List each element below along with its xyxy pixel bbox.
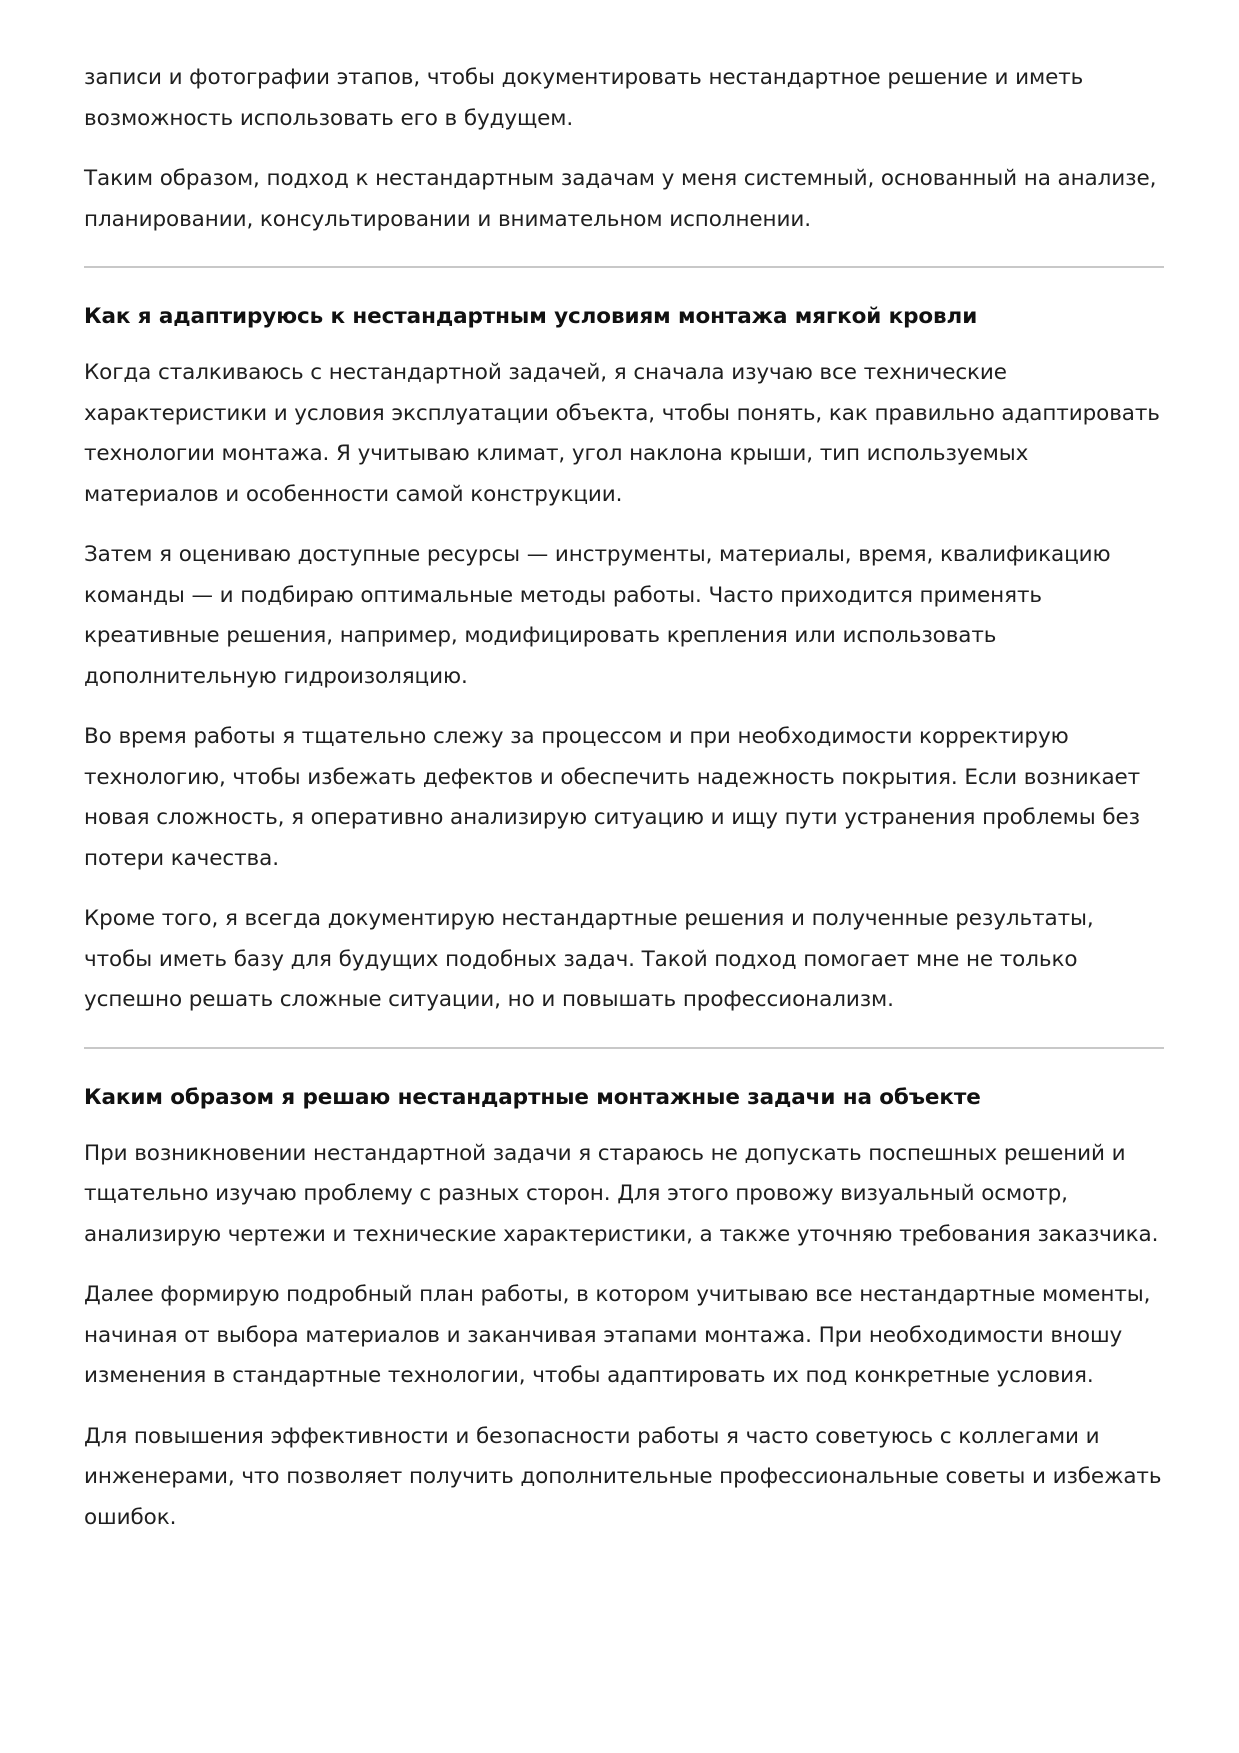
section-adaptation (84, 302, 1164, 1021)
section-divider (84, 266, 1164, 268)
document-page (84, 58, 1164, 1538)
intro-block (84, 58, 1164, 240)
section-heading: Как я адаптируюсь к нестандартным условиям монтажа мягкой кровли (84, 304, 978, 329)
paragraph: Далее формирую подробный план работы, в котором учитываю все нестандартные моменты, начиная от выбора материалов и заканчивая этапами монтажа. При необходимости вношу изменения в стандартные технологии, чтобы адаптировать их под конкретные условия. (84, 1282, 1151, 1388)
paragraph: Во время работы я тщательно слежу за процессом и при необходимости корректирую технологию, чтобы избежать дефектов и обеспечить надежность покрытия. Если возникает новая сложность, я оперативно анализирую ситуацию и ищу пути устранения проблемы без потери качества. (84, 724, 1141, 871)
paragraph: При возникновении нестандартной задачи я стараюсь не допускать поспешных решений и тщательно изучаю проблему с разных сторон. Для этого провожу визуальный осмотр, анализирую чертежи и технические характеристики, а также уточняю требования заказчика. (84, 1140, 1159, 1247)
paragraph: Таким образом, подход к нестандартным задачам у меня системный, основанный на анализе, планировании, консультировании и внимательном исполнении. (84, 166, 1157, 232)
section-divider (84, 1047, 1164, 1049)
paragraph: Затем я оцениваю доступные ресурсы — инструменты, материалы, время, квалификацию команды — и подбираю оптимальные методы работы. Часто приходится применять креативные решения, например, модифицировать крепления или использовать дополнительную гидроизоляцию. (84, 542, 1111, 689)
section-heading: Каким образом я решаю нестандартные монтажные задачи на объекте (84, 1084, 981, 1110)
paragraph: Для повышения эффективности и безопасности работы я часто советуюсь с коллегами и инженерами, что позволяет получить дополнительные профессиональные советы и избежать ошибок. (84, 1423, 1162, 1530)
paragraph: Кроме того, я всегда документирую нестандартные решения и полученные результаты, чтобы иметь базу для будущих подобных задач. Такой подход помогает мне не только успешно решать сложные ситуации, но и повышать профессионализм. (84, 906, 1094, 1012)
paragraph: Когда сталкиваюсь с нестандартной задачей, я сначала изучаю все технические характеристики и условия эксплуатации объекта, чтобы понять, как правильно адаптировать технологии монтажа. Я учитываю климат, угол наклона крыши, тип используемых материалов и особенности самой конструкции. (84, 360, 1160, 507)
paragraph: записи и фотографии этапов, чтобы документировать нестандартное решение и иметь возможность использовать его в будущем. (84, 65, 1084, 131)
section-solving (84, 1083, 1164, 1539)
